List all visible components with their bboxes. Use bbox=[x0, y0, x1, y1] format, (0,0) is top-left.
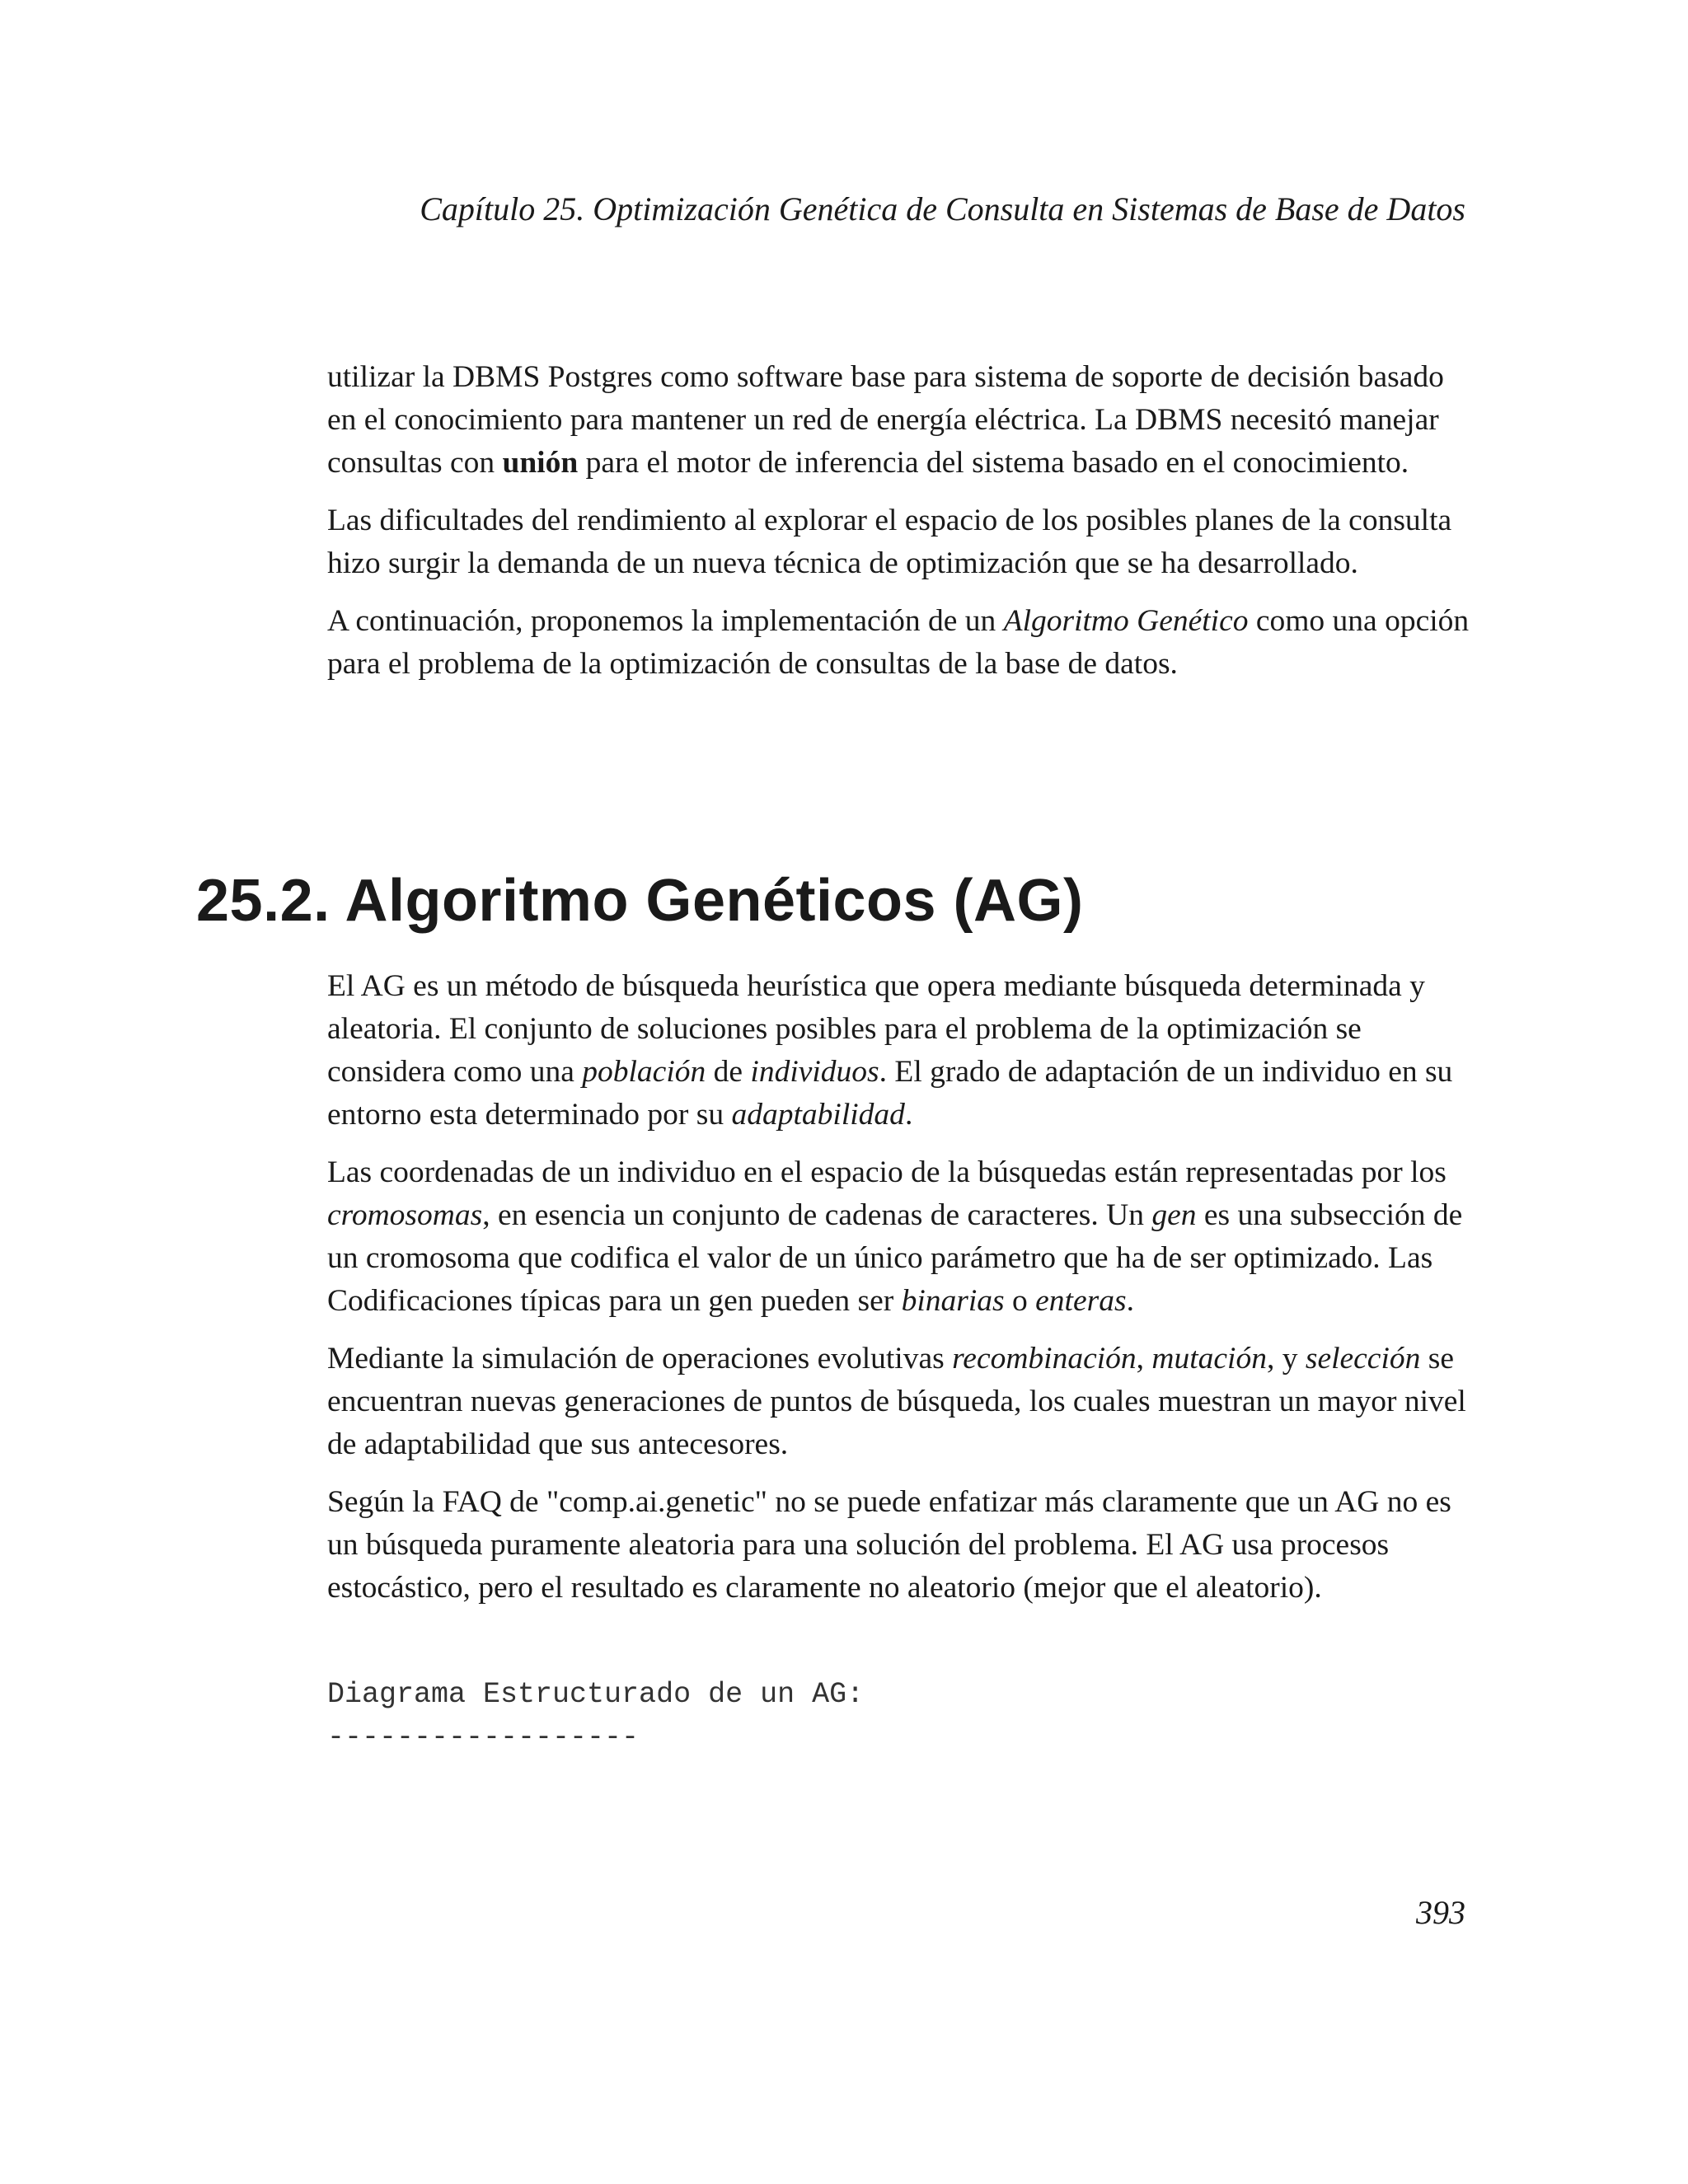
intro-paragraph-1 bbox=[327, 356, 1473, 485]
text-run: se encuentran nuevas generaciones de puntos de búsqueda, los cuales muestran un mayor nivel de adaptabilidad que sus antecesores. bbox=[327, 1342, 1466, 1461]
italic-term: gen bbox=[1151, 1198, 1197, 1232]
code-line-2: ------------------ bbox=[327, 1721, 640, 1754]
text-run: como una opción para el problema de la optimización de consultas de la base de datos. bbox=[327, 604, 1470, 681]
text-run: es una subsección de un cromosoma que codifica el valor de un único parámetro que ha de ser optimizado. Las Codificaciones típicas para un gen pueden ser bbox=[327, 1198, 1463, 1318]
section-paragraph-1 bbox=[327, 965, 1473, 1137]
intro-text bbox=[327, 356, 1473, 701]
italic-term: selección bbox=[1305, 1342, 1421, 1376]
section-body bbox=[327, 965, 1473, 1624]
text-run: Las coordenadas de un individuo en el espacio de la búsquedas están representadas por los bbox=[327, 1155, 1447, 1189]
code-block bbox=[327, 1673, 864, 1759]
code-line-1: Diagrama Estructurado de un AG: bbox=[327, 1678, 865, 1711]
text-run: El AG es un método de búsqueda heurística que opera mediante búsqueda determinada y aleatoria. El conjunto de soluciones posibles para el problema de la optimización se considera como una bbox=[327, 969, 1425, 1089]
section-heading: 25.2. Algoritmo Genéticos (AG) bbox=[196, 868, 1084, 934]
text-run: , y bbox=[1266, 1342, 1306, 1376]
italic-term: enteras bbox=[1035, 1284, 1127, 1318]
text-run: utilizar la DBMS Postgres como software base para sistema de soporte de decisión basado en el conocimiento para mantener un red de energía eléctrica. La DBMS necesitó manejar consultas con bbox=[327, 360, 1444, 480]
text-run: Mediante la simulación de operaciones evolutivas bbox=[327, 1342, 953, 1376]
section-paragraph-4: Según la FAQ de "comp.ai.genetic" no se puede enfatizar más claramente que un AG no es un búsqueda puramente aleatoria para una solución del problema. El AG usa procesos estocástico, pero el resultado es claramente no aleatorio (mejor que el aleatorio). bbox=[327, 1485, 1451, 1605]
intro-paragraph-3 bbox=[327, 600, 1473, 686]
bold-term: unión bbox=[502, 446, 579, 480]
text-run: . bbox=[1126, 1284, 1134, 1318]
text-run: , bbox=[1136, 1342, 1152, 1376]
italic-term: Algoritmo Genético bbox=[1003, 604, 1249, 638]
italic-term: adaptabilidad bbox=[731, 1098, 905, 1132]
italic-term: cromosomas bbox=[327, 1198, 483, 1232]
text-run: o bbox=[1004, 1284, 1036, 1318]
running-header: Capítulo 25. Optimización Genética de Consulta en Sistemas de Base de Datos bbox=[420, 190, 1465, 227]
italic-term: individuos bbox=[750, 1055, 879, 1089]
text-run: . bbox=[904, 1098, 913, 1132]
text-run: , en esencia un conjunto de cadenas de caracteres. Un bbox=[482, 1198, 1152, 1232]
text-run: A continuación, proponemos la implementación de un bbox=[327, 604, 1004, 638]
section-paragraph-2 bbox=[327, 1151, 1473, 1323]
italic-term: mutación bbox=[1151, 1342, 1267, 1376]
section-paragraph-3 bbox=[327, 1338, 1473, 1466]
text-run: . El grado de adaptación de un individuo en su entorno esta determinado por su bbox=[327, 1055, 1453, 1132]
italic-term: población bbox=[582, 1055, 706, 1089]
page-number: 393 bbox=[1416, 1894, 1465, 1931]
intro-paragraph-2: Las dificultades del rendimiento al explorar el espacio de los posibles planes de la consulta hizo surgir la demanda de un nueva técnica de optimización que se ha desarrollado. bbox=[327, 504, 1452, 580]
italic-term: recombinación bbox=[952, 1342, 1137, 1376]
text-run: para el motor de inferencia del sistema basado en el conocimiento. bbox=[578, 446, 1409, 480]
text-run: de bbox=[706, 1055, 751, 1089]
italic-term: binarias bbox=[901, 1284, 1005, 1318]
